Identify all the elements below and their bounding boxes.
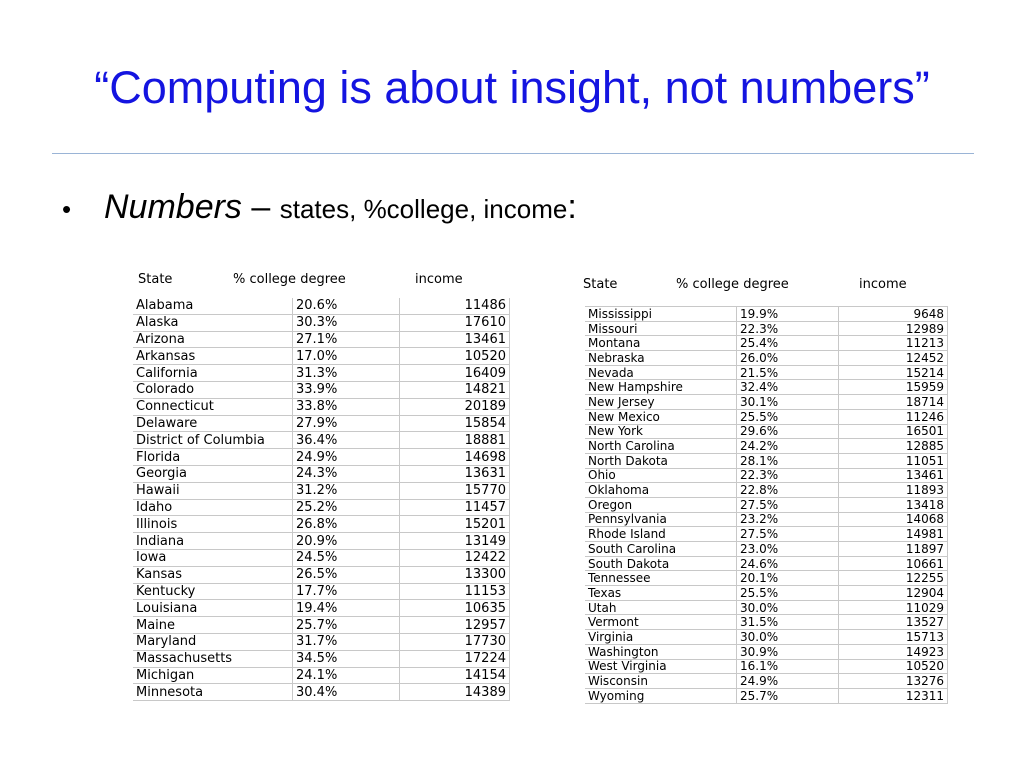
table-row [585, 409, 948, 424]
state-cell: Kentucky [133, 583, 293, 600]
table-row [585, 453, 948, 468]
college-pct-cell: 27.5% [737, 527, 839, 542]
college-pct-cell: 34.5% [293, 650, 400, 667]
college-pct-cell: 27.9% [293, 415, 400, 432]
state-cell: Alabama [133, 298, 293, 314]
table-row [133, 533, 510, 550]
table-row [133, 482, 510, 499]
state-cell: Rhode Island [585, 527, 737, 542]
table-row [133, 516, 510, 533]
state-cell: Mississippi [585, 307, 737, 322]
bullet-colon: : [567, 188, 577, 226]
college-pct-cell: 25.5% [737, 409, 839, 424]
state-cell: South Carolina [585, 542, 737, 557]
header-income: income [415, 272, 463, 287]
college-pct-cell: 29.6% [737, 424, 839, 439]
college-pct-cell: 33.8% [293, 398, 400, 415]
table-row [133, 667, 510, 684]
header-state: State [583, 277, 618, 292]
table-row [133, 449, 510, 466]
table-row [133, 617, 510, 634]
income-cell: 13418 [839, 497, 948, 512]
income-cell: 11051 [839, 453, 948, 468]
college-pct-cell: 31.5% [737, 615, 839, 630]
table-row [133, 415, 510, 432]
state-cell: Wisconsin [585, 674, 737, 689]
table-row [133, 650, 510, 667]
bullet-point [62, 188, 577, 227]
income-cell: 18714 [839, 395, 948, 410]
income-cell: 13276 [839, 674, 948, 689]
college-pct-cell: 20.9% [293, 533, 400, 550]
income-cell: 12885 [839, 439, 948, 454]
college-pct-cell: 27.1% [293, 331, 400, 348]
income-cell: 15201 [400, 516, 510, 533]
state-cell: New Mexico [585, 409, 737, 424]
table-row [133, 499, 510, 516]
bullet-marker: • [62, 194, 72, 224]
college-pct-cell: 24.2% [737, 439, 839, 454]
state-cell: Vermont [585, 615, 737, 630]
college-pct-cell: 25.7% [293, 617, 400, 634]
table-row [133, 633, 510, 650]
bullet-text: states, %college, income [279, 194, 568, 224]
state-cell: Michigan [133, 667, 293, 684]
state-cell: Ohio [585, 468, 737, 483]
college-pct-cell: 25.2% [293, 499, 400, 516]
college-pct-cell: 24.6% [737, 556, 839, 571]
income-cell: 12255 [839, 571, 948, 586]
state-cell: Wyoming [585, 688, 737, 703]
table-row [585, 321, 948, 336]
college-pct-cell: 20.6% [293, 298, 400, 314]
state-cell: Colorado [133, 381, 293, 398]
college-pct-cell: 24.5% [293, 549, 400, 566]
college-pct-cell: 21.5% [737, 365, 839, 380]
income-cell: 14821 [400, 381, 510, 398]
state-cell: Hawaii [133, 482, 293, 499]
income-cell: 13461 [839, 468, 948, 483]
left-data-table [133, 298, 510, 701]
college-pct-cell: 24.9% [737, 674, 839, 689]
college-pct-cell: 23.2% [737, 512, 839, 527]
state-cell: Idaho [133, 499, 293, 516]
state-cell: District of Columbia [133, 432, 293, 449]
college-pct-cell: 22.8% [737, 483, 839, 498]
state-cell: Connecticut [133, 398, 293, 415]
income-cell: 10661 [839, 556, 948, 571]
table-row [585, 380, 948, 395]
header-college: % college degree [676, 277, 789, 292]
income-cell: 13527 [839, 615, 948, 630]
income-cell: 16501 [839, 424, 948, 439]
table-row [133, 600, 510, 617]
state-cell: Maryland [133, 633, 293, 650]
college-pct-cell: 32.4% [737, 380, 839, 395]
table-row [585, 586, 948, 601]
bullet-dash: – [241, 188, 280, 226]
income-cell: 11213 [839, 336, 948, 351]
college-pct-cell: 26.0% [737, 351, 839, 366]
income-cell: 13149 [400, 533, 510, 550]
table-row [585, 395, 948, 410]
income-cell: 17730 [400, 633, 510, 650]
table-row [133, 381, 510, 398]
state-cell: New Hampshire [585, 380, 737, 395]
income-cell: 11897 [839, 542, 948, 557]
income-cell: 10635 [400, 600, 510, 617]
state-cell: Arkansas [133, 348, 293, 365]
table-row [585, 630, 948, 645]
income-cell: 17610 [400, 314, 510, 331]
income-cell: 14923 [839, 644, 948, 659]
income-cell: 14698 [400, 449, 510, 466]
income-cell: 15770 [400, 482, 510, 499]
state-cell: Texas [585, 586, 737, 601]
college-pct-cell: 22.3% [737, 321, 839, 336]
table-row [133, 549, 510, 566]
state-cell: Indiana [133, 533, 293, 550]
college-pct-cell: 17.0% [293, 348, 400, 365]
state-cell: Pennsylvania [585, 512, 737, 527]
income-cell: 11893 [839, 483, 948, 498]
table-row [133, 465, 510, 482]
state-cell: Nebraska [585, 351, 737, 366]
college-pct-cell: 25.7% [737, 688, 839, 703]
table-row [585, 351, 948, 366]
state-cell: New York [585, 424, 737, 439]
income-cell: 18881 [400, 432, 510, 449]
table-row [585, 615, 948, 630]
table-row [133, 331, 510, 348]
state-cell: North Dakota [585, 453, 737, 468]
header-income: income [859, 277, 907, 292]
state-cell: Tennessee [585, 571, 737, 586]
income-cell: 20189 [400, 398, 510, 415]
state-cell: Iowa [133, 549, 293, 566]
college-pct-cell: 31.3% [293, 365, 400, 382]
state-cell: Illinois [133, 516, 293, 533]
state-cell: Massachusetts [133, 650, 293, 667]
table-row [585, 512, 948, 527]
income-cell: 11486 [400, 298, 510, 314]
state-cell: Arizona [133, 331, 293, 348]
table-row [585, 439, 948, 454]
state-cell: Washington [585, 644, 737, 659]
income-cell: 15214 [839, 365, 948, 380]
table-row [585, 497, 948, 512]
income-cell: 14389 [400, 684, 510, 701]
income-cell: 10520 [400, 348, 510, 365]
income-cell: 13631 [400, 465, 510, 482]
college-pct-cell: 19.4% [293, 600, 400, 617]
table-row [585, 688, 948, 703]
header-college: % college degree [233, 272, 346, 287]
state-cell: Maine [133, 617, 293, 634]
state-cell: Oregon [585, 497, 737, 512]
state-cell: Georgia [133, 465, 293, 482]
state-cell: Minnesota [133, 684, 293, 701]
college-pct-cell: 28.1% [737, 453, 839, 468]
table-row [585, 644, 948, 659]
college-pct-cell: 36.4% [293, 432, 400, 449]
table-row [585, 556, 948, 571]
table-row [585, 336, 948, 351]
income-cell: 16409 [400, 365, 510, 382]
college-pct-cell: 23.0% [737, 542, 839, 557]
state-cell: Virginia [585, 630, 737, 645]
income-cell: 14981 [839, 527, 948, 542]
state-cell: Montana [585, 336, 737, 351]
income-cell: 14068 [839, 512, 948, 527]
college-pct-cell: 30.9% [737, 644, 839, 659]
table-row [585, 483, 948, 498]
table-row [585, 424, 948, 439]
table-row [585, 527, 948, 542]
college-pct-cell: 26.5% [293, 566, 400, 583]
state-cell: North Carolina [585, 439, 737, 454]
college-pct-cell: 30.1% [737, 395, 839, 410]
state-cell: California [133, 365, 293, 382]
table-row [585, 674, 948, 689]
state-cell: Nevada [585, 365, 737, 380]
state-cell: Utah [585, 600, 737, 615]
college-pct-cell: 27.5% [737, 497, 839, 512]
college-pct-cell: 30.0% [737, 630, 839, 645]
right-data-table [585, 306, 948, 704]
college-pct-cell: 16.1% [737, 659, 839, 674]
income-cell: 11029 [839, 600, 948, 615]
table-row [133, 314, 510, 331]
income-cell: 11153 [400, 583, 510, 600]
table-row [585, 365, 948, 380]
income-cell: 12989 [839, 321, 948, 336]
income-cell: 11457 [400, 499, 510, 516]
table-row [585, 571, 948, 586]
college-pct-cell: 31.7% [293, 633, 400, 650]
income-cell: 12452 [839, 351, 948, 366]
income-cell: 15713 [839, 630, 948, 645]
college-pct-cell: 20.1% [737, 571, 839, 586]
table-row [133, 365, 510, 382]
income-cell: 11246 [839, 409, 948, 424]
income-cell: 9648 [839, 307, 948, 322]
college-pct-cell: 24.9% [293, 449, 400, 466]
state-cell: New Jersey [585, 395, 737, 410]
college-pct-cell: 30.3% [293, 314, 400, 331]
college-pct-cell: 24.3% [293, 465, 400, 482]
income-cell: 13300 [400, 566, 510, 583]
state-cell: Alaska [133, 314, 293, 331]
state-cell: Missouri [585, 321, 737, 336]
college-pct-cell: 30.4% [293, 684, 400, 701]
state-cell: West Virginia [585, 659, 737, 674]
table-row [585, 468, 948, 483]
income-cell: 10520 [839, 659, 948, 674]
table-row [133, 583, 510, 600]
bullet-emphasis: Numbers [104, 188, 242, 226]
college-pct-cell: 17.7% [293, 583, 400, 600]
college-pct-cell: 25.4% [737, 336, 839, 351]
college-pct-cell: 22.3% [737, 468, 839, 483]
table-row [585, 542, 948, 557]
table-row [585, 659, 948, 674]
income-cell: 12904 [839, 586, 948, 601]
income-cell: 12422 [400, 549, 510, 566]
income-cell: 12957 [400, 617, 510, 634]
state-cell: Florida [133, 449, 293, 466]
table-row [133, 348, 510, 365]
state-cell: Delaware [133, 415, 293, 432]
slide-title: “Computing is about insight, not numbers” [94, 62, 930, 113]
header-state: State [138, 272, 173, 287]
income-cell: 15959 [839, 380, 948, 395]
state-cell: Oklahoma [585, 483, 737, 498]
college-pct-cell: 26.8% [293, 516, 400, 533]
state-cell: Louisiana [133, 600, 293, 617]
table-row [133, 298, 510, 314]
table-row [133, 684, 510, 701]
table-row [133, 398, 510, 415]
college-pct-cell: 19.9% [737, 307, 839, 322]
table-row [133, 432, 510, 449]
college-pct-cell: 33.9% [293, 381, 400, 398]
college-pct-cell: 30.0% [737, 600, 839, 615]
income-cell: 14154 [400, 667, 510, 684]
income-cell: 13461 [400, 331, 510, 348]
state-cell: South Dakota [585, 556, 737, 571]
college-pct-cell: 25.5% [737, 586, 839, 601]
table-row [585, 600, 948, 615]
income-cell: 15854 [400, 415, 510, 432]
income-cell: 12311 [839, 688, 948, 703]
state-cell: Kansas [133, 566, 293, 583]
title-divider [52, 153, 974, 154]
college-pct-cell: 24.1% [293, 667, 400, 684]
table-row [585, 307, 948, 322]
college-pct-cell: 31.2% [293, 482, 400, 499]
income-cell: 17224 [400, 650, 510, 667]
table-row [133, 566, 510, 583]
